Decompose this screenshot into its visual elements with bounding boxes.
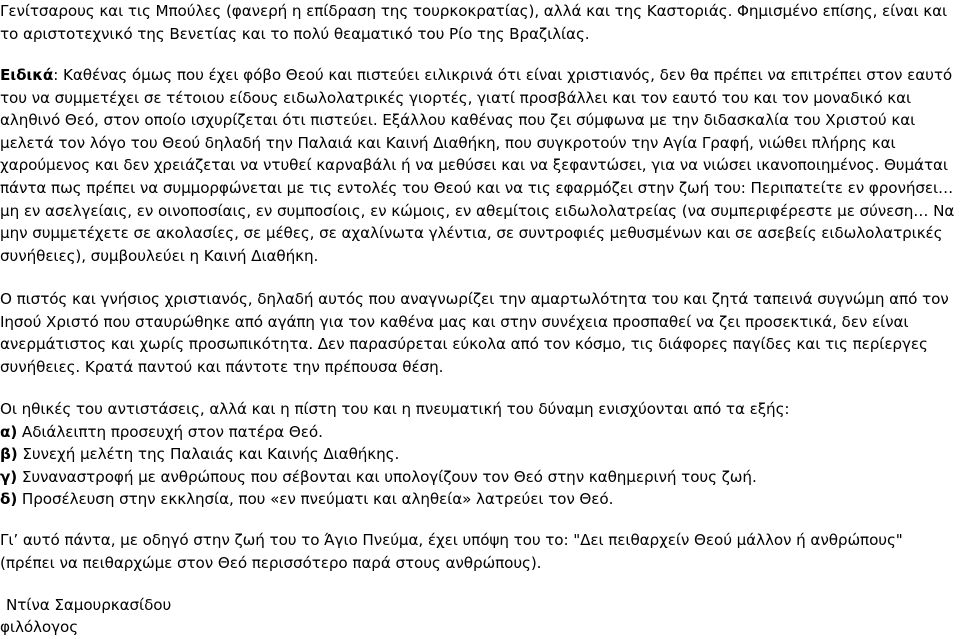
list-item (0, 421, 958, 444)
list-marker: γ) (0, 467, 18, 486)
list-item-text: Συναναστροφή με ανθρώπους που σέβονται και υπολογίζουν τον Θεό στην καθημερινή τους ζωή. (17, 467, 757, 486)
list-item-text: Προσέλευση στην εκκλησία, που «εν πνεύματι και αληθεία» λατρεύει τον Θεό. (17, 490, 614, 509)
paragraph-label-specifically: Ειδικά (0, 66, 54, 84)
list-item-text: Συνεχή μελέτη της Παλαιάς και Καινής Διαθήκης. (17, 445, 400, 464)
list-marker: δ) (0, 490, 18, 509)
paragraph-specifically (0, 64, 958, 267)
list-item (0, 443, 958, 466)
author-title: φιλόλογος (0, 618, 79, 636)
paragraph-conclusion: Γι’ αυτό πάντα, με οδηγό στην ζωή του το Άγιο Πνεύμα, έχει υπόψη του το: "Δει πειθαρχείν Θεού μάλλον ή ανθρώπους" (πρέπει να πειθαρχώμε στον Θεό περισσότερο παρά στους ανθρώπους). (0, 531, 903, 572)
paragraph-specifically-text: : Καθένας όμως που έχει φόβο Θεού και πιστεύει ειλικρινά ότι είναι χριστιανός, δεν θα πρέπει να επιτρέπει στον εαυτό του να συμμετέχει σε τέτοιου είδους ειδωλολατρικές γιορτές, γιατί προσβάλλει και τον εαυτό του και τον μοναδικό και αληθινό Θεό, στον οποίο ισχυρίζεται ότι πιστεύει. Εξάλλου καθένας που ζει σύμφωνα με την διδασκαλία του Χριστού και μελετά τον λόγο του Θεού δηλαδή την Παλαιά και Καινή Διαθήκη, που συγκροτούν την Αγία Γραφή, νιώθει πλήρης και χαρούμενος και δεν χρειάζεται να ντυθεί καρναβάλι ή να μεθύσει και να ξεφαντώσει, για να νιώσει ικανοποιημένος. Θυμάται πάντα πως πρέπει να συμμορφώνεται με τις εντολές του Θεού και να τις εφαρμόζει στην ζωή του: Περιπατείτε εν φρονήσει… μη εν ασελγείαις, εν οινοποσίαις, εν συμποσίοις, εν κώμοις, εν αθεμίτοις ειδωλολατρείας (να συμπεριφέρεστε με σύνεση… Να μην συμμετέχετε σε ακολασίες, σε μέθες, σε αχαλίνωτα γλέντια, σε συντροφιές μεθυσμένων και σε ασεβείς ειδωλολατρικές συνήθειες), συμβουλεύει η Καινή Διαθήκη. (0, 66, 955, 265)
list-item-text: Αδιάλειπτη προσευχή στον πατέρα Θεό. (17, 422, 323, 441)
list-item (0, 466, 958, 489)
moral-defenses-intro: Οι ηθικές του αντιστάσεις, αλλά και η πίστη του και η πνευματική του δύναμη ενισχύονται από τα εξής: (0, 400, 790, 418)
list-item (0, 488, 958, 511)
paragraph-true-christian: Ο πιστός και γνήσιος χριστιανός, δηλαδή αυτός που αναγνωρίζει την αμαρτωλότητα του και ζητά ταπεινά συγνώμη από τον Ιησού Χριστό που σταυρώθηκε από αγάπη για τον καθένα μας και στην συνέχεια προσπαθεί να ζει προσεκτικά, δεν είναι ανερμάτιστος και χωρίς προσωπικότητα. Δεν παρασύρεται εύκολα από τον κόσμο, τις διάφορες παγίδες και τις περίεργες συνήθειες. Κρατά παντού και πάντοτε την πρέπουσα θέση. (0, 290, 949, 376)
list-marker: β) (0, 445, 18, 464)
paragraph-carnival-origins: Γενίτσαρους και τις Μπούλες (φανερή η επίδραση της τουρκοκρατίας), αλλά και της Καστοριάς. Φημισμένο επίσης, είναι και το αριστοτεχνικό της Βενετίας και το πολύ θεαματικό του Ρίο της Βραζιλίας. (0, 2, 948, 43)
author-name: Ντίνα Σαμουρκασίδου (6, 596, 172, 614)
paragraph-moral-defenses (0, 398, 958, 511)
list-marker: α) (0, 422, 18, 441)
